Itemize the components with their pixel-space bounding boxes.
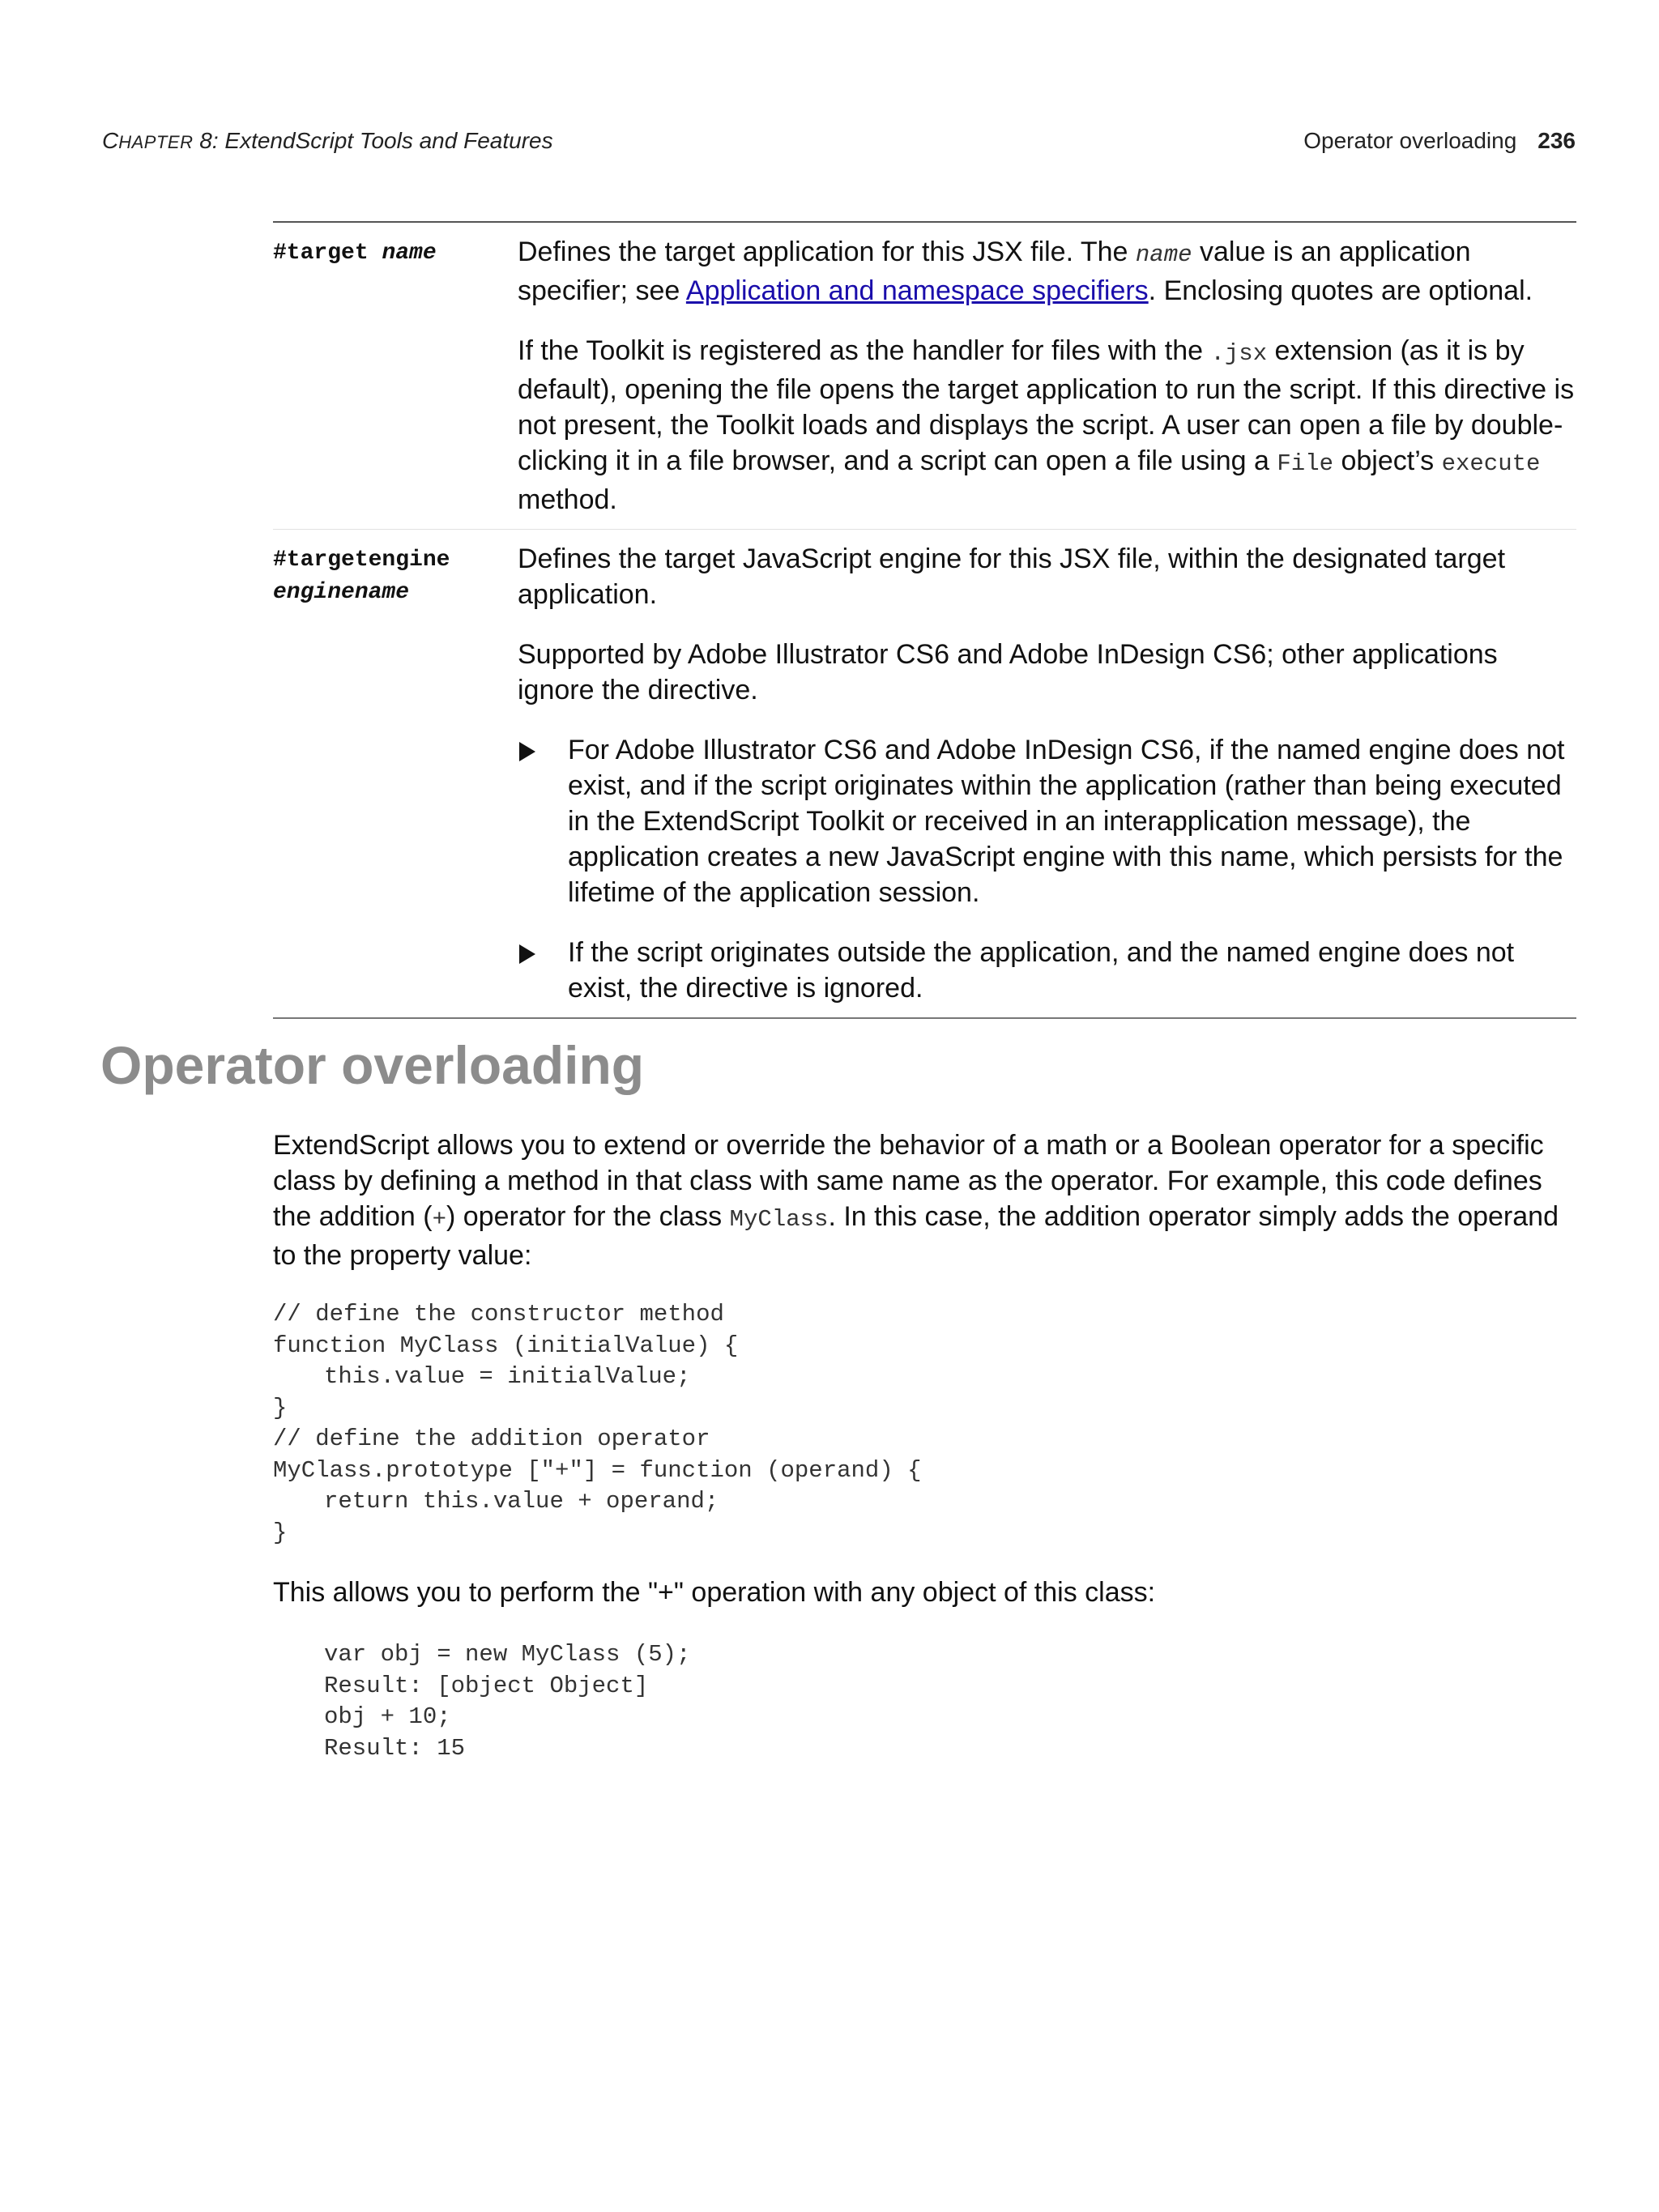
- code-block-class-definition: [273, 1299, 922, 1549]
- directive-name: #target name: [273, 241, 437, 266]
- code-line: MyClass.prototype ["+"] = function (operand) {: [273, 1456, 922, 1484]
- inline-code: File: [1277, 450, 1334, 477]
- table-row: [273, 529, 1576, 1017]
- code-line: // define the constructor method: [273, 1301, 724, 1328]
- description-paragraph: Supported by Adobe Illustrator CS6 and Adobe InDesign CS6; other applications ignore the directive.: [518, 639, 1498, 705]
- bullet-triangle-icon: [519, 742, 535, 761]
- list-item: For Adobe Illustrator CS6 and Adobe InDesign CS6, if the named engine does not exist, and if the script originates within the application (rather than being executed in the ExtendScript Toolkit or received in an interapplication message), the application creates a new JavaScript engine with this name, which persists for the lifetime of the application session.: [518, 732, 1576, 910]
- code-line: function MyClass (initialValue) {: [273, 1332, 739, 1359]
- list-item: If the script originates outside the application, and the named engine does not exist, the directive is ignored.: [518, 935, 1576, 1006]
- page-header: [102, 128, 1576, 160]
- intro-paragraph: ExtendScript allows you to extend or override the behavior of a math or a Boolean operator for a specific class by defining a method in that class with same name as the operator. For example, this code defines the addition (+) operator for the class MyClass. In this case, the addition operator simply adds the operand to the property value:: [273, 1130, 1559, 1271]
- directive-description: [518, 541, 1576, 1006]
- code-line: obj + 10;: [324, 1703, 451, 1730]
- page-number: 236: [1537, 128, 1576, 153]
- inline-code: +: [432, 1206, 446, 1233]
- chapter-title: CHAPTER 8: ExtendScript Tools and Features: [102, 128, 553, 153]
- code-line: return this.value + operand;: [324, 1488, 719, 1515]
- inline-code: name: [1135, 241, 1192, 268]
- bullet-list: [518, 732, 1576, 1006]
- code-line: }: [273, 1394, 288, 1421]
- usage-paragraph: This allows you to perform the "+" operation with any object of this class:: [273, 1577, 1156, 1608]
- description-paragraph: If the Toolkit is registered as the handler for files with the .jsx extension (as it is by default), opening the file opens the target application to run the script. If this directive is not present, the Toolkit loads and displays the script. A user can open a file by double-clicking it in a file browser, and a script can open a file using a File object’s execute method.: [518, 335, 1575, 515]
- section-title: Operator overloading: [100, 1035, 645, 1095]
- directive-name: #targetengine enginename: [273, 548, 450, 605]
- code-line: this.value = initialValue;: [324, 1363, 691, 1390]
- header-section: [1303, 128, 1576, 154]
- inline-code: .jsx: [1210, 340, 1268, 367]
- table-row: [273, 223, 1576, 529]
- inline-code: MyClass: [729, 1206, 829, 1233]
- description-paragraph: Defines the target JavaScript engine for this JSX file, within the designated target application.: [518, 543, 1506, 610]
- bullet-triangle-icon: [519, 944, 535, 964]
- code-line: // define the addition operator: [273, 1426, 710, 1452]
- section-intro: [273, 1127, 1576, 1273]
- description-paragraph: Defines the target application for this JSX file. The name value is an application specifier; see Application and namespace specifiers. Enclosing quotes are optional.: [518, 237, 1533, 306]
- code-line: Result: [object Object]: [324, 1672, 649, 1699]
- header-section-title: Operator overloading: [1303, 128, 1517, 153]
- code-block-usage-example: [324, 1639, 690, 1764]
- application-specifiers-link[interactable]: Application and namespace specifiers: [685, 275, 1149, 306]
- code-line: Result: 15: [324, 1734, 466, 1762]
- code-line: var obj = new MyClass (5);: [324, 1641, 691, 1668]
- directive-table: [273, 221, 1576, 1019]
- code-line: }: [273, 1519, 288, 1546]
- directive-description: [518, 234, 1576, 518]
- inline-code: execute: [1441, 450, 1541, 477]
